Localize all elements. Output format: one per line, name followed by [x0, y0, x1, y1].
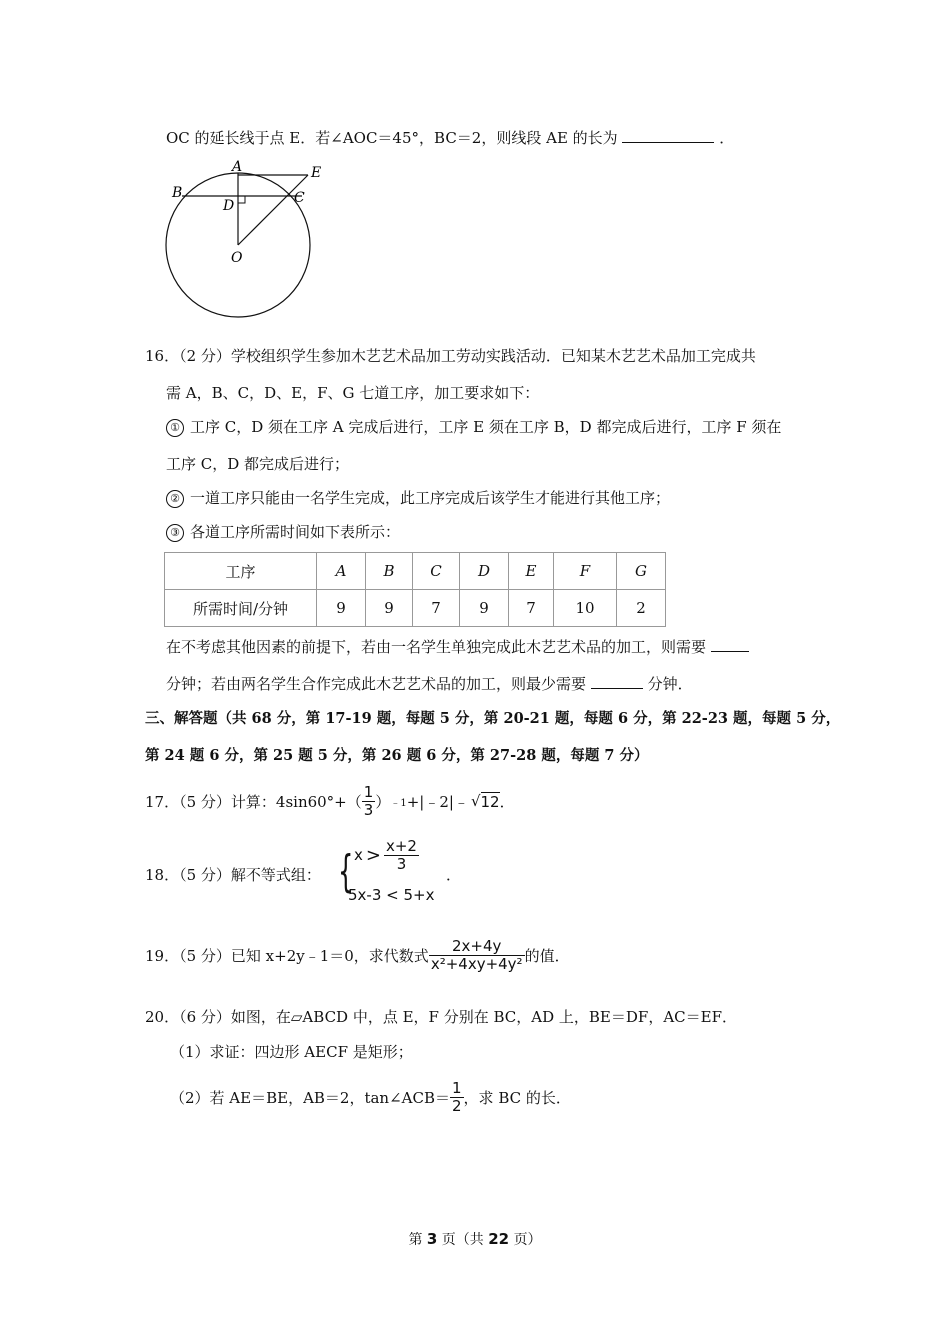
sqrt-symbol: √	[470, 792, 481, 810]
section-heading-line2: 第 24 题 6 分，第 25 题 5 分，第 26 题 6 分，第 27-28 题，每题 7 分）	[145, 747, 649, 764]
fraction-one-third: $\frac{1}{3}$	[363, 783, 374, 819]
table-cell: 9	[366, 590, 413, 627]
table-cell: F	[554, 553, 617, 590]
label-o: O	[231, 250, 243, 266]
table-cell: 2	[617, 590, 666, 627]
answer-blank[interactable]	[711, 637, 749, 652]
fraction-one-half: $\frac{1}{2}$	[452, 1079, 462, 1115]
table-cell: 10	[554, 590, 617, 627]
q18-end: ．	[446, 866, 462, 884]
label-c: C	[294, 190, 305, 206]
table-cell: 9	[317, 590, 366, 627]
q16-line2: 需 A，B、C，D、E，F、G 七道工序，加工要求如下：	[166, 384, 540, 402]
table-cell: G	[617, 553, 666, 590]
section-heading-line1: 三、解答题（共 68 分，第 17-19 题，每题 5 分，第 20-21 题，每题 6 分，第 22-23 题，每题 5 分，	[145, 710, 841, 727]
table-cell: 所需时间/分钟	[165, 590, 317, 627]
q16-req3: ③ 各道工序所需时间如下表所示：	[166, 521, 400, 542]
q20-part2: （2）若 AE＝BE，AB＝2，tan∠ACB＝ $\frac{1}{2}$ ，求 BC 的长．	[170, 1079, 571, 1115]
segment-oe	[238, 175, 308, 245]
table-cell: D	[460, 553, 509, 590]
table-cell: 7	[509, 590, 554, 627]
page-footer: 第 3 页（共 22 页）	[408, 1230, 542, 1248]
label-a: A	[232, 159, 243, 175]
step-time-table	[164, 552, 666, 627]
q18-ineq2: 5x-3 < 5+x	[348, 886, 435, 904]
q17: 17．（5 分）计算：4sin60°+（ $\frac{1}{3}$ ） ﹣1 +|﹣2|﹣ √ 12 ．	[145, 783, 515, 819]
circle-figure	[160, 155, 335, 325]
label-d: D	[223, 198, 235, 214]
table-cell: E	[509, 553, 554, 590]
q19: 19．（5 分）已知 x+2y﹣1＝0，求代数式 $\frac{2x+4y}{\text{x²+4xy+4y²}}$ 的值．	[145, 937, 570, 973]
answer-blank[interactable]	[591, 674, 643, 689]
label-e: E	[311, 165, 322, 181]
q16-req1b: 工序 C，D 都完成后进行；	[166, 455, 350, 473]
table-cell: A	[317, 553, 366, 590]
label-b: B	[172, 185, 183, 201]
q20-line: 20．（6 分）如图，在▱ABCD 中，点 E，F 分别在 BC，AD 上，BE＝DF，AC＝EF．	[145, 1008, 737, 1026]
table-cell: 9	[460, 590, 509, 627]
q16-after2: 分钟；若由两名学生合作完成此木艺艺术品的加工，则最少需要 分钟．	[166, 675, 693, 693]
table-cell: B	[366, 553, 413, 590]
table-cell: 7	[413, 590, 460, 627]
left-brace: {	[338, 846, 354, 897]
table-cell: C	[413, 553, 460, 590]
q18-ineq1: x > $\frac{x+2}{3}$	[354, 837, 417, 873]
q16-line1: 16．（2 分）学校组织学生参加木艺艺术品加工劳动实践活动．已知某木艺艺术品加工完成共	[145, 347, 756, 365]
table-cell: 工序	[165, 553, 317, 590]
right-angle-mark	[238, 196, 245, 203]
table-row-header	[165, 553, 666, 590]
fraction-expression: $\frac{2x+4y}{\text{x²+4xy+4y²}}$	[430, 937, 523, 973]
q15-tail-line: OC 的延长线于点 E．若∠AOC＝45°，BC＝2，则线段 AE 的长为 ．	[166, 129, 735, 147]
q18-prefix: 18．（5 分）解不等式组：	[145, 866, 321, 884]
table-row-times	[165, 590, 666, 627]
q16-req2: ② 一道工序只能由一名学生完成，此工序完成后该学生才能进行其他工序；	[166, 487, 670, 508]
q20-part1: （1）求证：四边形 AECF 是矩形；	[170, 1043, 413, 1061]
answer-blank[interactable]	[622, 128, 714, 143]
q16-after1: 在不考虑其他因素的前提下，若由一名学生单独完成此木艺艺术品的加工，则需要	[166, 636, 749, 657]
q16-req1a: ① 工序 C，D 须在工序 A 完成后进行，工序 E 须在工序 B，D 都完成后进行，工序 F 须在	[166, 416, 781, 437]
